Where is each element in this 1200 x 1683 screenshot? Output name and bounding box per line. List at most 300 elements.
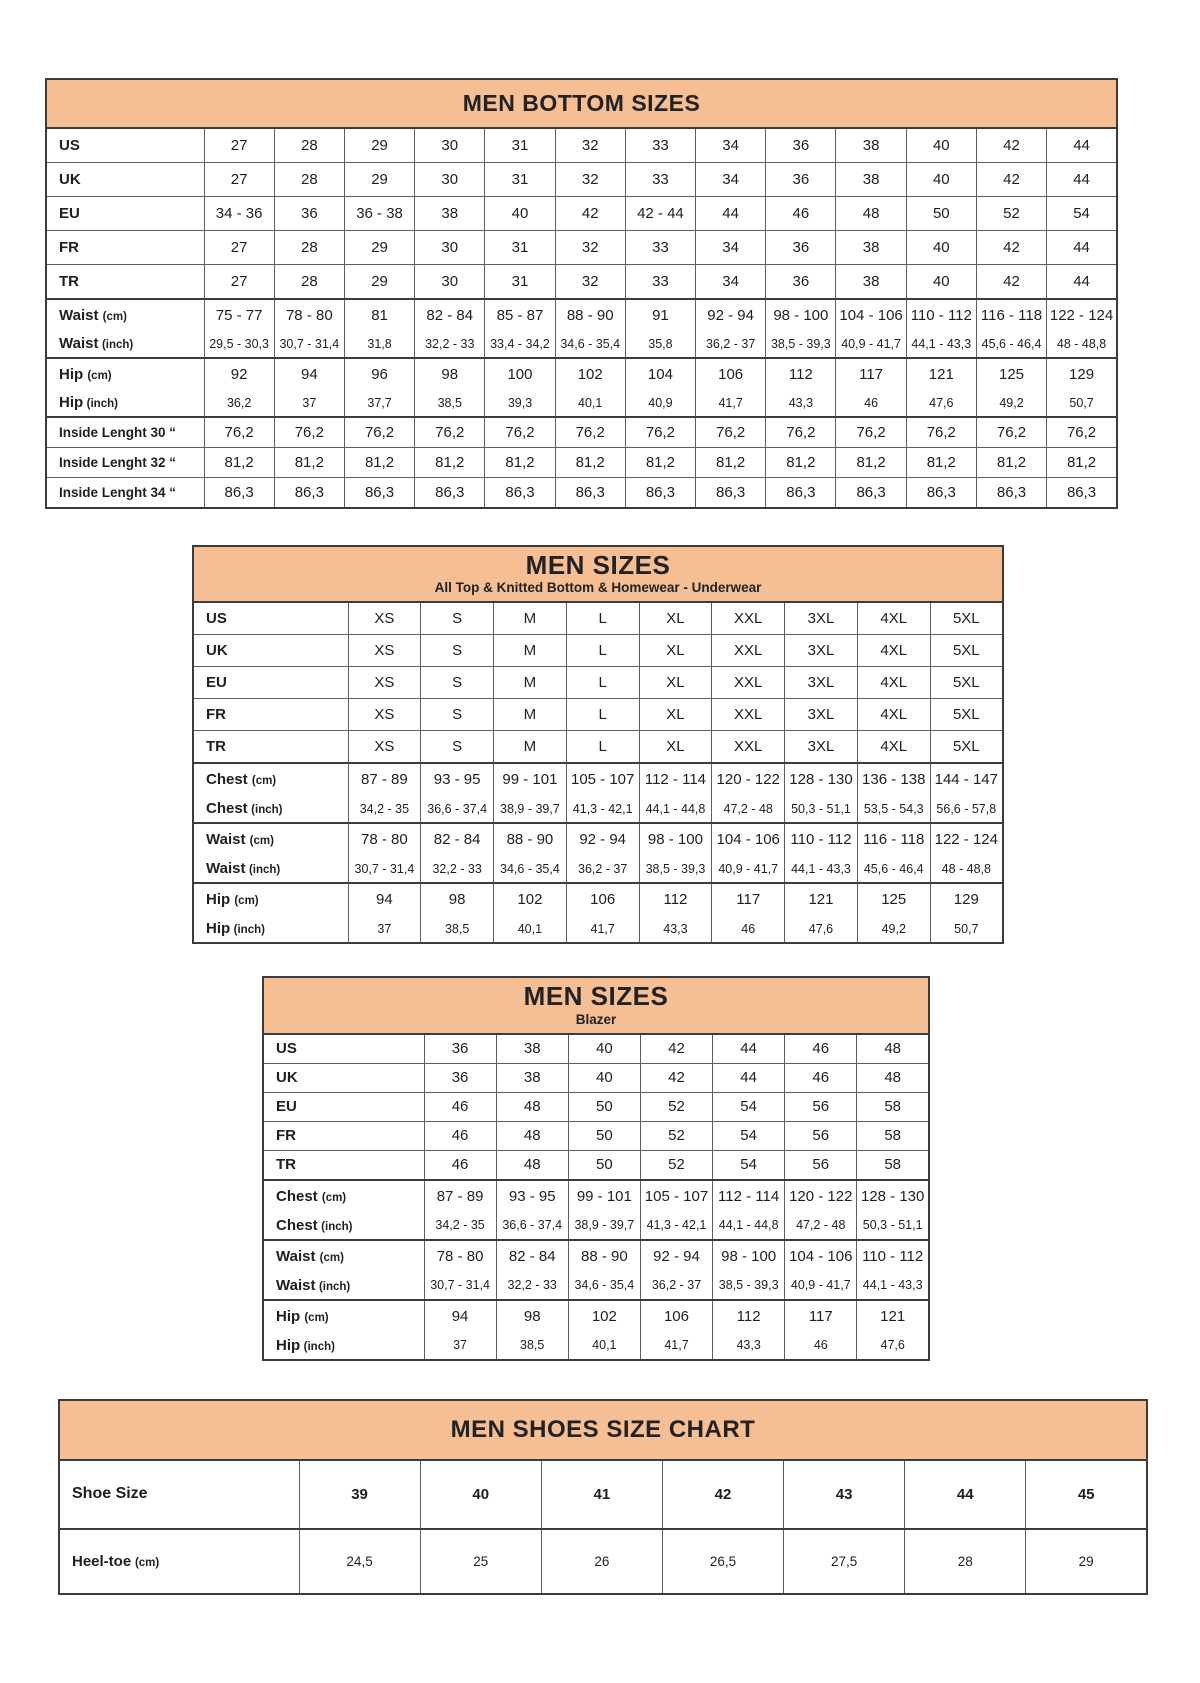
row-label [263, 1300, 424, 1332]
table-cell: 40,9 - 41,7 [712, 855, 785, 883]
table-cell: 48 [857, 1034, 929, 1064]
table-cell: 96 [344, 358, 414, 389]
table-cell: 36 [766, 265, 836, 300]
table-cell: XL [639, 635, 712, 667]
table-cell: 44 [1047, 128, 1117, 163]
table-row [46, 231, 1117, 265]
table-cell: 29 [1026, 1529, 1147, 1594]
row-label [263, 1240, 424, 1272]
table-cell: 31 [485, 163, 555, 197]
table-cell: 38,5 - 39,3 [639, 855, 712, 883]
table-cell: 34,6 - 35,4 [494, 855, 567, 883]
table-cell: 5XL [930, 602, 1003, 635]
row-label-text: Hip [206, 891, 231, 909]
table-cell: 125 [857, 883, 930, 915]
table-cell: 40,9 - 41,7 [836, 330, 906, 358]
table-cell: 120 - 122 [712, 763, 785, 795]
table-cell: 32 [555, 128, 625, 163]
table-cell: 43,3 [766, 389, 836, 417]
table-cell: XS [348, 635, 421, 667]
table-cell: 106 [696, 358, 766, 389]
table-cell: 38,9 - 39,7 [494, 795, 567, 823]
row-label-text: Waist [276, 1247, 316, 1265]
row-label-text: Hip [59, 394, 84, 411]
table-cell: 32 [555, 231, 625, 265]
table-cell: 86,3 [906, 478, 976, 509]
table-cell: 93 - 95 [496, 1180, 568, 1212]
table-cell: 34 [696, 265, 766, 300]
table-cell: 128 - 130 [857, 1180, 929, 1212]
row-label-text: UK [206, 642, 228, 660]
table-cell: 94 [348, 883, 421, 915]
table-row [46, 417, 1117, 448]
table-cell: 4XL [857, 731, 930, 764]
table-cell: 40 [906, 163, 976, 197]
table-cell: 54 [1047, 197, 1117, 231]
table-cell: 32 [555, 163, 625, 197]
table-cell: 81,2 [415, 448, 485, 478]
table-cell: 36,2 - 37 [640, 1272, 712, 1300]
row-label-unit: (inch) [303, 1340, 335, 1353]
size-chart-page [0, 78, 1200, 1595]
table-cell: 38 [496, 1063, 568, 1092]
table-row [193, 795, 1003, 823]
table-row [193, 823, 1003, 855]
table-cell: 32,2 - 33 [415, 330, 485, 358]
table-cell: 98 - 100 [766, 299, 836, 330]
table-cell: 41,7 [566, 915, 639, 943]
table-cell: 78 - 80 [348, 823, 421, 855]
table-row [46, 478, 1117, 509]
table-cell: 106 [640, 1300, 712, 1332]
table-cell: 47,2 - 48 [712, 795, 785, 823]
table-cell: 104 - 106 [712, 823, 785, 855]
table-cell: 36 [766, 231, 836, 265]
table-cell: XS [348, 699, 421, 731]
table-row [193, 763, 1003, 795]
table-cell: 105 - 107 [640, 1180, 712, 1212]
men-shoes-size-chart-section [58, 1399, 1200, 1595]
table-cell: 44 [696, 197, 766, 231]
table-cell: XL [639, 699, 712, 731]
table-cell: 88 - 90 [568, 1240, 640, 1272]
table-cell: 46 [785, 1332, 857, 1360]
table-cell: 5XL [930, 635, 1003, 667]
table-row [193, 855, 1003, 883]
table-cell: 4XL [857, 635, 930, 667]
table-cell: 76,2 [415, 417, 485, 448]
table-cell: 27,5 [784, 1529, 905, 1594]
table-cell: 30 [415, 265, 485, 300]
table-cell: 31 [485, 265, 555, 300]
row-label [59, 1460, 299, 1529]
table-cell: 28 [274, 163, 344, 197]
row-label [263, 1063, 424, 1092]
men-sizes-top-header-band [193, 546, 1003, 602]
table-header-row [46, 79, 1117, 128]
table-cell: 46 [424, 1121, 496, 1150]
table-cell: 128 - 130 [785, 763, 858, 795]
table-cell: 37 [348, 915, 421, 943]
table-cell: 45,6 - 46,4 [857, 855, 930, 883]
table-cell: 50,3 - 51,1 [785, 795, 858, 823]
table-cell: 31 [485, 231, 555, 265]
table-cell: 86,3 [204, 478, 274, 509]
table-cell: 54 [713, 1092, 785, 1121]
row-label [193, 602, 348, 635]
row-label [46, 197, 204, 231]
row-label-text: FR [276, 1127, 296, 1145]
table-cell: 112 - 114 [639, 763, 712, 795]
table-cell: 42 [662, 1460, 783, 1529]
table-cell: 92 - 94 [566, 823, 639, 855]
table-cell: 27 [204, 163, 274, 197]
table-header-row [263, 977, 929, 1033]
table-cell: 46 [785, 1034, 857, 1064]
row-label-unit: (cm) [102, 310, 127, 323]
table-cell: 30,7 - 31,4 [348, 855, 421, 883]
table-cell: 41,7 [640, 1332, 712, 1360]
row-label-text: US [276, 1040, 297, 1058]
table-cell: 24,5 [299, 1529, 420, 1594]
row-label-text: Chest [206, 800, 248, 818]
table-row [263, 1063, 929, 1092]
table-cell: 34 [696, 163, 766, 197]
table-cell: 44,1 - 43,3 [857, 1272, 929, 1300]
table-cell: 50 [568, 1092, 640, 1121]
table-cell: 121 [785, 883, 858, 915]
table-cell: 92 - 94 [640, 1240, 712, 1272]
table-cell: L [566, 667, 639, 699]
table-row [263, 1180, 929, 1212]
table-cell: 76,2 [204, 417, 274, 448]
table-cell: 44 [713, 1034, 785, 1064]
table-row [263, 1121, 929, 1150]
row-label [46, 417, 204, 448]
table-cell: 38,5 [415, 389, 485, 417]
table-cell: L [566, 602, 639, 635]
table-cell: 40 [906, 265, 976, 300]
row-label [263, 1034, 424, 1064]
table-cell: 56 [785, 1092, 857, 1121]
table-cell: 33 [625, 128, 695, 163]
table-row [46, 299, 1117, 330]
table-cell: 86,3 [555, 478, 625, 509]
table-cell: 125 [976, 358, 1046, 389]
table-cell: 38 [836, 163, 906, 197]
table-row [193, 699, 1003, 731]
table-cell: 37 [274, 389, 344, 417]
table-cell: 5XL [930, 731, 1003, 764]
men-sizes-top [192, 545, 1004, 944]
table-row [46, 358, 1117, 389]
table-cell: 81,2 [906, 448, 976, 478]
table-cell: XXL [712, 635, 785, 667]
table-cell: 102 [494, 883, 567, 915]
table-cell: 81,2 [274, 448, 344, 478]
table-header-row [59, 1400, 1147, 1460]
row-label-text: Chest [276, 1216, 318, 1234]
table-cell: 37 [424, 1332, 496, 1360]
table-cell: 40 [485, 197, 555, 231]
table-cell: 100 [485, 358, 555, 389]
table-cell: 85 - 87 [485, 299, 555, 330]
table-cell: 117 [785, 1300, 857, 1332]
table-cell: 47,6 [785, 915, 858, 943]
table-row [263, 1092, 929, 1121]
table-cell: 48 [836, 197, 906, 231]
row-label-text: FR [59, 239, 79, 256]
table-cell: 82 - 84 [496, 1240, 568, 1272]
table-cell: 25 [420, 1529, 541, 1594]
row-label-text: Inside Lenght 30 “ [59, 425, 177, 440]
table-cell: S [421, 667, 494, 699]
table-cell: 43,3 [713, 1332, 785, 1360]
table-subtitle: Blazer [575, 1011, 617, 1027]
table-cell: 42 [976, 163, 1046, 197]
row-label-text: TR [276, 1156, 296, 1174]
table-cell: 86,3 [766, 478, 836, 509]
table-cell: 102 [555, 358, 625, 389]
table-cell: 86,3 [976, 478, 1046, 509]
row-label-text: Hip [276, 1307, 301, 1325]
table-cell: XS [348, 731, 421, 764]
table-cell: 112 [766, 358, 836, 389]
table-cell: 82 - 84 [415, 299, 485, 330]
table-cell: XS [348, 667, 421, 699]
table-cell: 88 - 90 [555, 299, 625, 330]
row-label-unit: (inch) [101, 339, 134, 351]
table-row [59, 1460, 1147, 1529]
men-sizes-top-section [192, 545, 1200, 944]
table-cell: 54 [713, 1150, 785, 1180]
table-cell: 76,2 [976, 417, 1046, 448]
table-cell: 44 [713, 1063, 785, 1092]
table-cell: 52 [640, 1121, 712, 1150]
row-label-unit: (inch) [233, 924, 265, 937]
table-cell: 28 [905, 1529, 1026, 1594]
row-label [46, 478, 204, 509]
table-cell: 3XL [785, 602, 858, 635]
table-cell: 27 [204, 265, 274, 300]
row-label-unit: (cm) [87, 369, 112, 382]
table-cell: 26,5 [662, 1529, 783, 1594]
table-cell: 110 - 112 [857, 1240, 929, 1272]
row-label-unit: (cm) [249, 835, 274, 848]
table-cell: 26 [541, 1529, 662, 1594]
table-row [263, 1272, 929, 1300]
table-row [193, 731, 1003, 764]
table-cell: 30,7 - 31,4 [274, 330, 344, 358]
table-cell: 42 [640, 1063, 712, 1092]
table-cell: 42 - 44 [625, 197, 695, 231]
table-cell: 40,1 [555, 389, 625, 417]
table-cell: 44 [1047, 163, 1117, 197]
table-cell: 58 [857, 1121, 929, 1150]
table-cell: 46 [712, 915, 785, 943]
row-label [193, 855, 348, 883]
table-cell: 36 - 38 [344, 197, 414, 231]
table-cell: 4XL [857, 602, 930, 635]
row-label [193, 915, 348, 943]
table-cell: 48 - 48,8 [930, 855, 1003, 883]
table-cell: 30 [415, 128, 485, 163]
table-cell: 31 [485, 128, 555, 163]
table-cell: 30,7 - 31,4 [424, 1272, 496, 1300]
table-row [193, 635, 1003, 667]
table-cell: 75 - 77 [204, 299, 274, 330]
row-label-text: US [59, 137, 80, 154]
row-label [263, 1121, 424, 1150]
men-shoes-size-chart [58, 1399, 1148, 1595]
table-cell: 34,2 - 35 [424, 1212, 496, 1240]
table-cell: 98 [496, 1300, 568, 1332]
row-label-text: EU [59, 205, 80, 222]
table-cell: XXL [712, 667, 785, 699]
table-cell: S [421, 602, 494, 635]
table-title: MEN BOTTOM SIZES [462, 90, 701, 116]
table-cell: 38 [836, 265, 906, 300]
men-bottom-sizes [45, 78, 1118, 509]
row-label-unit: (inch) [318, 1280, 351, 1293]
table-cell: 104 - 106 [836, 299, 906, 330]
table-cell: M [494, 635, 567, 667]
table-cell: 110 - 112 [906, 299, 976, 330]
table-cell: 81,2 [696, 448, 766, 478]
table-cell: 82 - 84 [421, 823, 494, 855]
row-label [263, 1150, 424, 1180]
table-cell: 29 [344, 265, 414, 300]
table-cell: 36 [424, 1063, 496, 1092]
table-title: MEN SHOES SIZE CHART [450, 1415, 756, 1443]
table-cell: 36,2 [204, 389, 274, 417]
table-cell: 5XL [930, 699, 1003, 731]
table-cell: 52 [976, 197, 1046, 231]
table-cell: 36,6 - 37,4 [421, 795, 494, 823]
men-sizes-blazer-section [262, 976, 1200, 1360]
row-label-unit: (inch) [251, 804, 283, 817]
table-cell: 91 [625, 299, 695, 330]
table-cell: 48 [496, 1092, 568, 1121]
table-cell: 129 [930, 883, 1003, 915]
table-cell: 45,6 - 46,4 [976, 330, 1046, 358]
table-cell: 50 [906, 197, 976, 231]
table-cell: 29,5 - 30,3 [204, 330, 274, 358]
table-cell: XL [639, 667, 712, 699]
table-cell: 93 - 95 [421, 763, 494, 795]
table-cell: XXL [712, 602, 785, 635]
table-cell: 76,2 [766, 417, 836, 448]
table-cell: 40 [568, 1063, 640, 1092]
row-label [193, 795, 348, 823]
table-cell: 88 - 90 [494, 823, 567, 855]
row-label-text: FR [206, 706, 226, 724]
table-cell: 34,6 - 35,4 [555, 330, 625, 358]
table-cell: 5XL [930, 667, 1003, 699]
row-label [46, 265, 204, 300]
row-label-text: Heel-toe [72, 1552, 132, 1570]
table-cell: 34,2 - 35 [348, 795, 421, 823]
row-label [263, 1180, 424, 1212]
row-label-text: Hip [59, 365, 84, 383]
row-label [59, 1529, 299, 1594]
table-subtitle: All Top & Knitted Bottom & Homewear - Underwear [434, 580, 762, 596]
table-cell: 44,1 - 43,3 [785, 855, 858, 883]
table-cell: 76,2 [485, 417, 555, 448]
table-row [263, 1212, 929, 1240]
table-cell: 34,6 - 35,4 [568, 1272, 640, 1300]
table-cell: 35,8 [625, 330, 695, 358]
table-cell: 117 [836, 358, 906, 389]
row-label-text: EU [206, 674, 227, 692]
table-row [263, 1034, 929, 1064]
table-row [263, 1300, 929, 1332]
table-cell: 110 - 112 [785, 823, 858, 855]
table-cell: 81,2 [344, 448, 414, 478]
table-row [263, 1240, 929, 1272]
table-cell: 106 [566, 883, 639, 915]
table-cell: 42 [640, 1034, 712, 1064]
table-cell: 40 [906, 128, 976, 163]
table-cell: 38 [836, 231, 906, 265]
table-cell: 49,2 [857, 915, 930, 943]
men-sizes-blazer [262, 976, 930, 1360]
table-cell: 76,2 [836, 417, 906, 448]
row-label [46, 330, 204, 358]
table-row [193, 915, 1003, 943]
table-cell: 43 [784, 1460, 905, 1529]
table-cell: 29 [344, 128, 414, 163]
table-cell: 38 [496, 1034, 568, 1064]
table-cell: 81,2 [485, 448, 555, 478]
table-cell: 98 - 100 [639, 823, 712, 855]
table-cell: 42 [976, 128, 1046, 163]
table-cell: 31,8 [344, 330, 414, 358]
table-cell: 86,3 [274, 478, 344, 509]
table-cell: 56,6 - 57,8 [930, 795, 1003, 823]
table-cell: 86,3 [415, 478, 485, 509]
table-cell: 120 - 122 [785, 1180, 857, 1212]
row-label-unit: (cm) [304, 1311, 329, 1324]
table-cell: 81,2 [625, 448, 695, 478]
table-cell: 76,2 [274, 417, 344, 448]
row-label-text: EU [276, 1098, 297, 1116]
table-cell: 86,3 [485, 478, 555, 509]
table-cell: 38 [836, 128, 906, 163]
table-cell: 36 [274, 197, 344, 231]
table-cell: 39 [299, 1460, 420, 1529]
table-cell: 47,6 [906, 389, 976, 417]
table-cell: 44,1 - 43,3 [906, 330, 976, 358]
table-cell: 40,9 - 41,7 [785, 1272, 857, 1300]
table-cell: 122 - 124 [1047, 299, 1117, 330]
table-cell: 44 [1047, 231, 1117, 265]
table-cell: 44,1 - 44,8 [713, 1212, 785, 1240]
table-cell: S [421, 635, 494, 667]
table-cell: 50,3 - 51,1 [857, 1212, 929, 1240]
table-cell: 32 [555, 265, 625, 300]
table-cell: 112 [639, 883, 712, 915]
table-cell: 116 - 118 [857, 823, 930, 855]
table-cell: 76,2 [906, 417, 976, 448]
table-cell: 52 [640, 1092, 712, 1121]
table-cell: 34 - 36 [204, 197, 274, 231]
table-cell: 46 [836, 389, 906, 417]
table-cell: 48 - 48,8 [1047, 330, 1117, 358]
table-cell: 46 [424, 1092, 496, 1121]
table-cell: 42 [976, 265, 1046, 300]
table-cell: M [494, 667, 567, 699]
